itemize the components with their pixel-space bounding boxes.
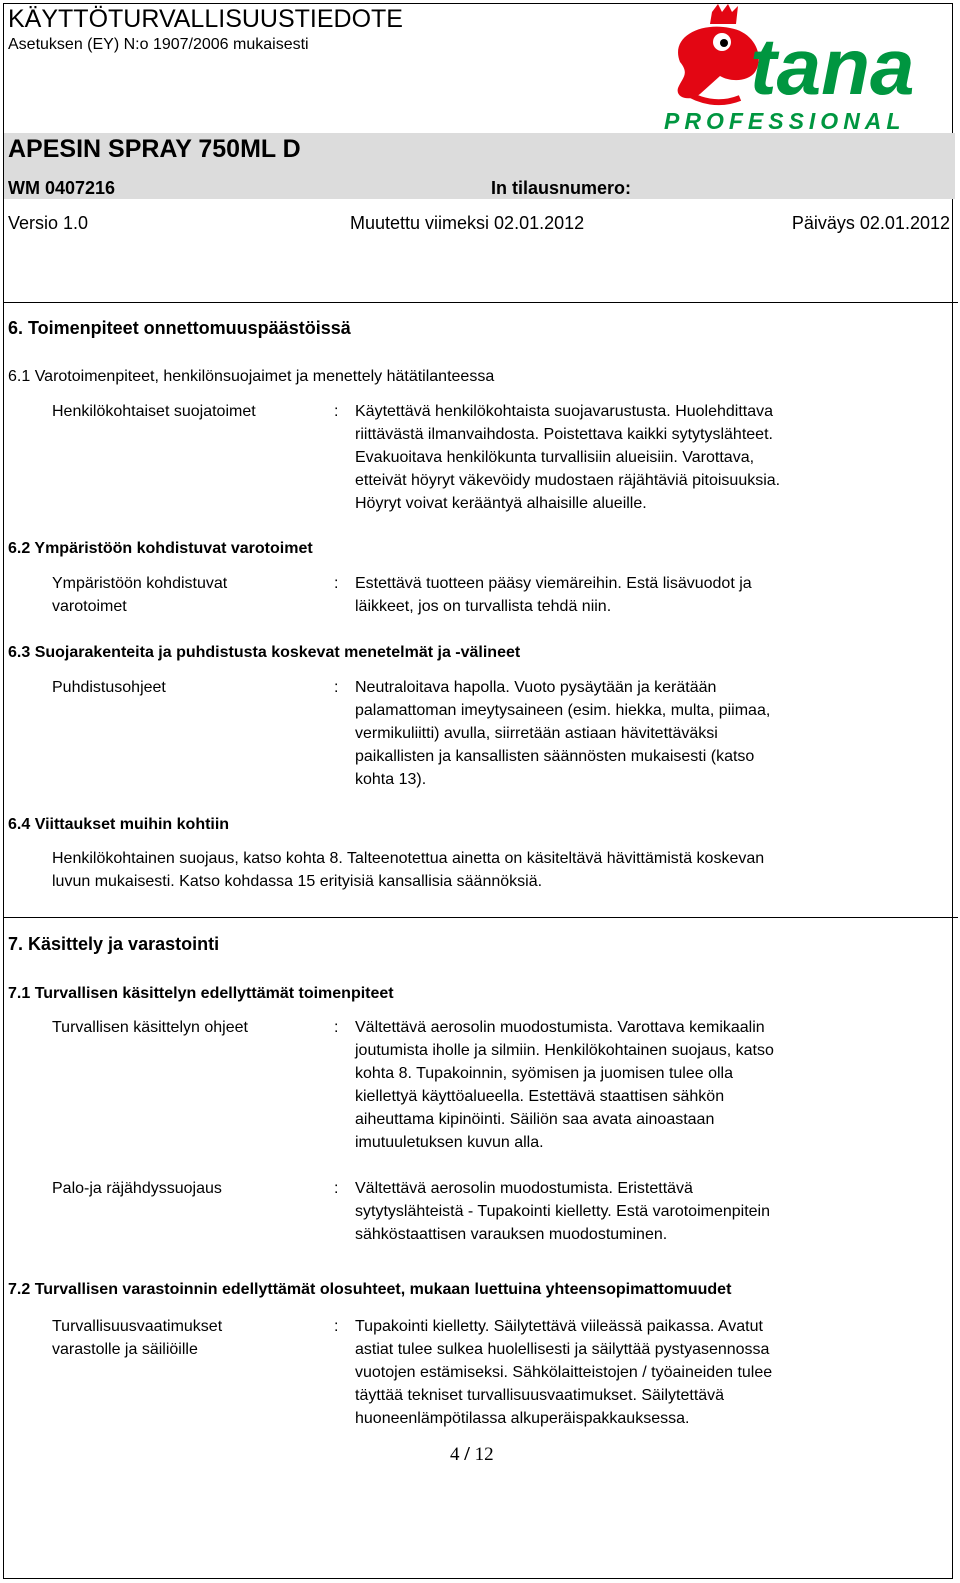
- field-label-safe-handling: Turvallisen käsittelyn ohjeet: [52, 1019, 248, 1036]
- field-value-environmental-precautions: Estettävä tuotteen pääsy viemäreihin. Estä lisävuodot ja läikkeet, jos on turvallista tehdä niin.: [355, 575, 752, 615]
- section-6-1-title: 6.1 Varotoimenpiteet, henkilönsuojaimet ja menettely hätätilanteessa: [8, 368, 495, 385]
- divider: [4, 302, 958, 303]
- section-7-2-title: 7.2 Turvallisen varastoinnin edellyttämät olosuhteet, mukaan luettuina yhteensopimattomuudet: [8, 1281, 732, 1298]
- colon: :: [334, 1019, 339, 1036]
- field-value-safe-handling: Vältettävä aerosolin muodostumista. Varottava kemikaalin joutumista iholle ja silmiin. Henkilökohtainen suojaus, katso kohta 8. Tupakoinnin, syömisen ja juomisen tulee olla kiellettyä käyttöalueella. Estettävä staattisen sähkön aiheuttama kipinöinti. Säiliön saa avata ainoastaan imutuuletuksen kuvun alla.: [355, 1019, 774, 1151]
- section-7-1-title: 7.1 Turvallisen käsittelyn edellyttämät toimenpiteet: [8, 985, 394, 1002]
- section-7-title: 7. Käsittely ja varastointi: [8, 934, 220, 954]
- issue-date: Päiväys 02.01.2012: [791, 213, 950, 233]
- field-value-personal-precautions: Käytettävä henkilökohtaista suojavarustusta. Huolehdittava riittävästä ilmanvaihdosta. Poistettava kaikki sytytyslähteet. Evakuoitava henkilökunta turvallisiin alueisiin. Varottava, etteivät höyryt väkevöidy mudostaen räjähtäviä pitoisuuksia. Höyryt voivat kerääntyä alhaisille alueille.: [355, 403, 781, 512]
- brand-subtext: PROFESSIONAL: [664, 108, 906, 134]
- field-value-storage-requirements: Tupakointi kielletty. Säilytettävä viileässä paikassa. Avatut astiat tulee sulkea huolellisesti ja säilyttää pystyasennossa vuotojen estämiseksi. Sähkölaitteistojen / työaineiden tulee täyttää tekniset turvallisuusvaatimukset. Säilytettävä huoneenlämpötilassa alkuperäispakkauksessa.: [355, 1318, 773, 1427]
- section-6-3-title: 6.3 Suojarakenteita ja puhdistusta koskevat menetelmät ja -välineet: [8, 644, 521, 661]
- section-6-2-title: 6.2 Ympäristöön kohdistuvat varotoimet: [8, 540, 313, 557]
- document-subtitle: Asetuksen (EY) N:o 1907/2006 mukaisesti: [8, 36, 309, 53]
- page-total: 12: [474, 1444, 494, 1465]
- section-6-title: 6. Toimenpiteet onnettomuuspäästöissä: [8, 318, 351, 338]
- divider: [4, 917, 958, 918]
- product-code: WM 0407216: [8, 178, 116, 198]
- frog-icon: [678, 4, 759, 102]
- order-number-label: In tilausnumero:: [491, 178, 632, 198]
- brand-text: tana: [750, 22, 915, 111]
- page-current: 4: [450, 1444, 460, 1465]
- tana-professional-logo: [660, 2, 956, 134]
- field-label-environmental-precautions: Ympäristöön kohdistuvat varotoimet: [52, 575, 228, 615]
- field-label-personal-precautions: Henkilökohtaiset suojatoimet: [52, 403, 256, 420]
- field-label-cleanup: Puhdistusohjeet: [52, 679, 166, 696]
- product-name: APESIN SPRAY 750ML D: [8, 135, 301, 163]
- colon: :: [334, 679, 339, 696]
- field-label-storage-requirements: Turvallisuusvaatimukset varastolle ja säiliöille: [52, 1318, 223, 1358]
- field-value-fire-explosion: Vältettävä aerosolin muodostumista. Eristettävä sytytyslähteistä - Tupakointi kielletty. Estä varotoimenpitein sähköstaattisen varauksen muodostuminen.: [355, 1180, 770, 1243]
- version: Versio 1.0: [8, 213, 89, 233]
- field-value-cleanup: Neutraloitava hapolla. Vuoto pysäytään ja kerätään palamattoman imeytysaineen (esim. hiekka, multa, piimaa, vermikuliitti) avulla, siirretään astiaan hävitettäväksi paikallisten ja kansallisten säännösten mukaisesti (katso kohta 13).: [355, 679, 771, 788]
- colon: :: [334, 1180, 339, 1197]
- section-6-4-text: Henkilökohtainen suojaus, katso kohta 8. Talteenotettua ainetta on käsiteltävä hävittämistä koskevan luvun mukaisesti. Katso kohdassa 15 erityisiä kansallisia säännöksiä.: [52, 850, 765, 890]
- page-number: 4 / 12: [450, 1443, 494, 1465]
- colon: :: [334, 403, 339, 420]
- document-title: KÄYTTÖTURVALLISUUSTIEDOTE: [8, 5, 403, 33]
- last-modified: Muutettu viimeksi 02.01.2012: [350, 213, 585, 233]
- section-6-4-title: 6.4 Viittaukset muihin kohtiin: [8, 816, 230, 833]
- colon: :: [334, 575, 339, 592]
- colon: :: [334, 1318, 339, 1335]
- field-label-fire-explosion: Palo-ja räjähdyssuojaus: [52, 1180, 222, 1197]
